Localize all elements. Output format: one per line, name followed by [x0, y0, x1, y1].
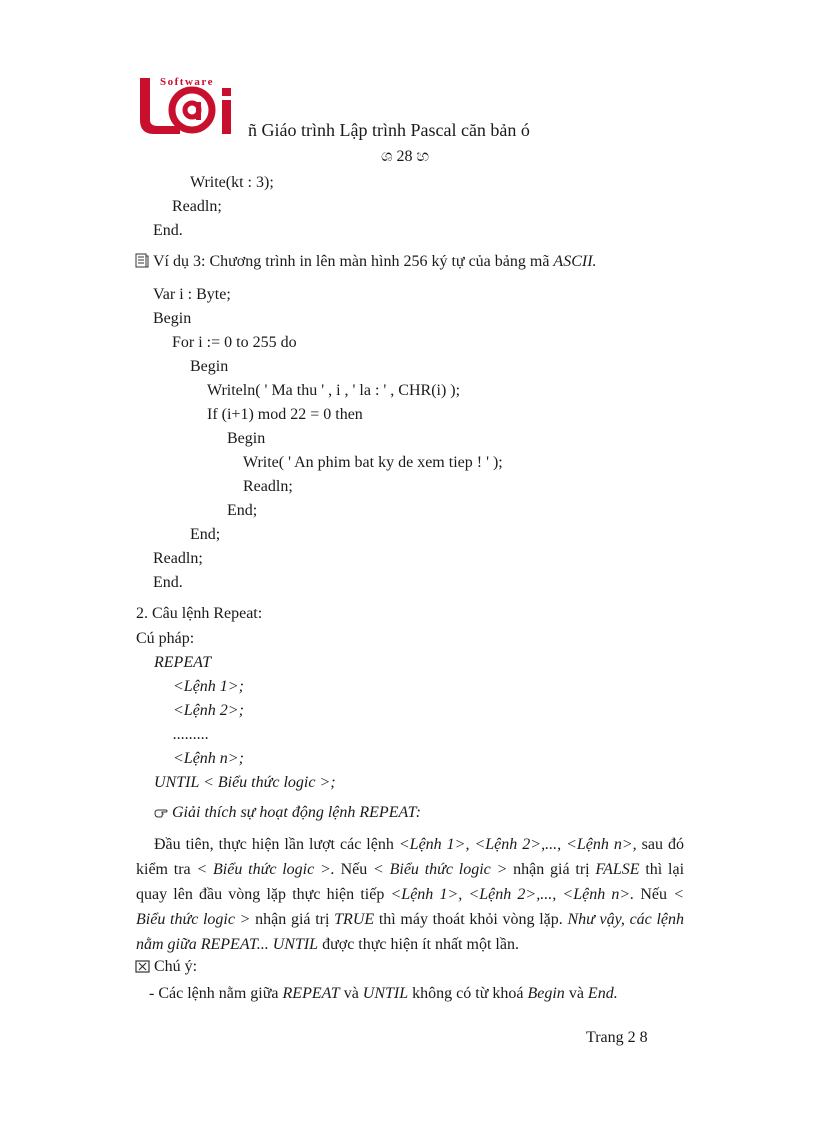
explanation-paragraph: Đầu tiên, thực hiện lần lượt các lệnh <Lệnh 1>, <Lệnh 2>,..., <Lệnh n>, sau đó kiểm tra < Biểu thức logic >. Nếu < Biểu thức logic > nhận giá trị FALSE thì lại quay lên đầu vòng lặp thực hiện tiếp <Lệnh 1>, <Lệnh 2>,..., <Lệnh n>. Nếu < Biểu thức logic > nhận giá trị TRUE thì máy thoát khỏi vòng lặp. Như vậy, các lệnh nằm giữa REPEAT... UNTIL được thực hiện ít nhất một lần. [136, 836, 685, 953]
syntax-label: Cú pháp: [136, 630, 195, 647]
code-line: End. [153, 222, 183, 239]
note-bullet: - Các lệnh nằm giữa REPEAT và UNTIL không có từ khoá Begin và End. [149, 985, 618, 1002]
example-3-label [135, 253, 597, 271]
syntax-line: ......... [173, 726, 209, 743]
note-label [135, 958, 197, 976]
code-line: End; [227, 502, 258, 519]
example-3-text: Ví dụ 3: Chương trình in lên màn hình 256 ký tự của bảng mã [153, 253, 554, 270]
boxed-x-icon [135, 960, 150, 973]
section-heading: 2. Câu lệnh Repeat: [136, 605, 263, 622]
page-footer-number: Trang 2 8 [586, 1029, 648, 1046]
page-number-marker: ශ 28 හ [381, 148, 430, 165]
logo-software-text: Software [160, 76, 214, 88]
note-bullet-dash: - [149, 985, 155, 1002]
notepad-icon [135, 253, 149, 268]
code-line: Begin [190, 358, 229, 375]
code-line: Readln; [243, 478, 293, 495]
code-line: Readln; [153, 550, 203, 567]
code-line: Writeln( ' Ma thu ' , i , ' la : ' , CHR(i) ); [207, 382, 461, 399]
explain-heading [154, 804, 421, 822]
code-line: For i := 0 to 255 do [172, 334, 297, 351]
syntax-line: <Lệnh n>; [173, 750, 244, 767]
explain-heading-text: Giải thích sự hoạt động lệnh REPEAT: [172, 804, 421, 821]
code-line: End. [153, 574, 183, 591]
code-line: Begin [153, 310, 192, 327]
note-label-text: Chú ý: [154, 958, 198, 975]
code-line: Readln; [172, 198, 222, 215]
syntax-line: <Lệnh 1>; [173, 678, 244, 695]
code-line: Write( ' An phim bat ky de xem tiep ! ' ); [243, 454, 503, 471]
code-line: Begin [227, 430, 266, 447]
code-line: If (i+1) mod 22 = 0 then [207, 406, 363, 423]
syntax-line: UNTIL < Biểu thức logic >; [154, 774, 336, 791]
software-lai-logo [132, 72, 244, 138]
syntax-line: <Lệnh 2>; [173, 702, 244, 719]
example-3-ascii: ASCII. [553, 253, 597, 270]
code-line: End; [190, 526, 221, 543]
code-line: Var i : Byte; [153, 286, 231, 303]
pointing-hand-icon [154, 807, 168, 819]
document-header-title: ñ Giáo trình Lập trình Pascal căn bản ó [248, 120, 530, 140]
code-line: Write(kt : 3); [190, 174, 274, 191]
syntax-line: REPEAT [154, 654, 212, 671]
